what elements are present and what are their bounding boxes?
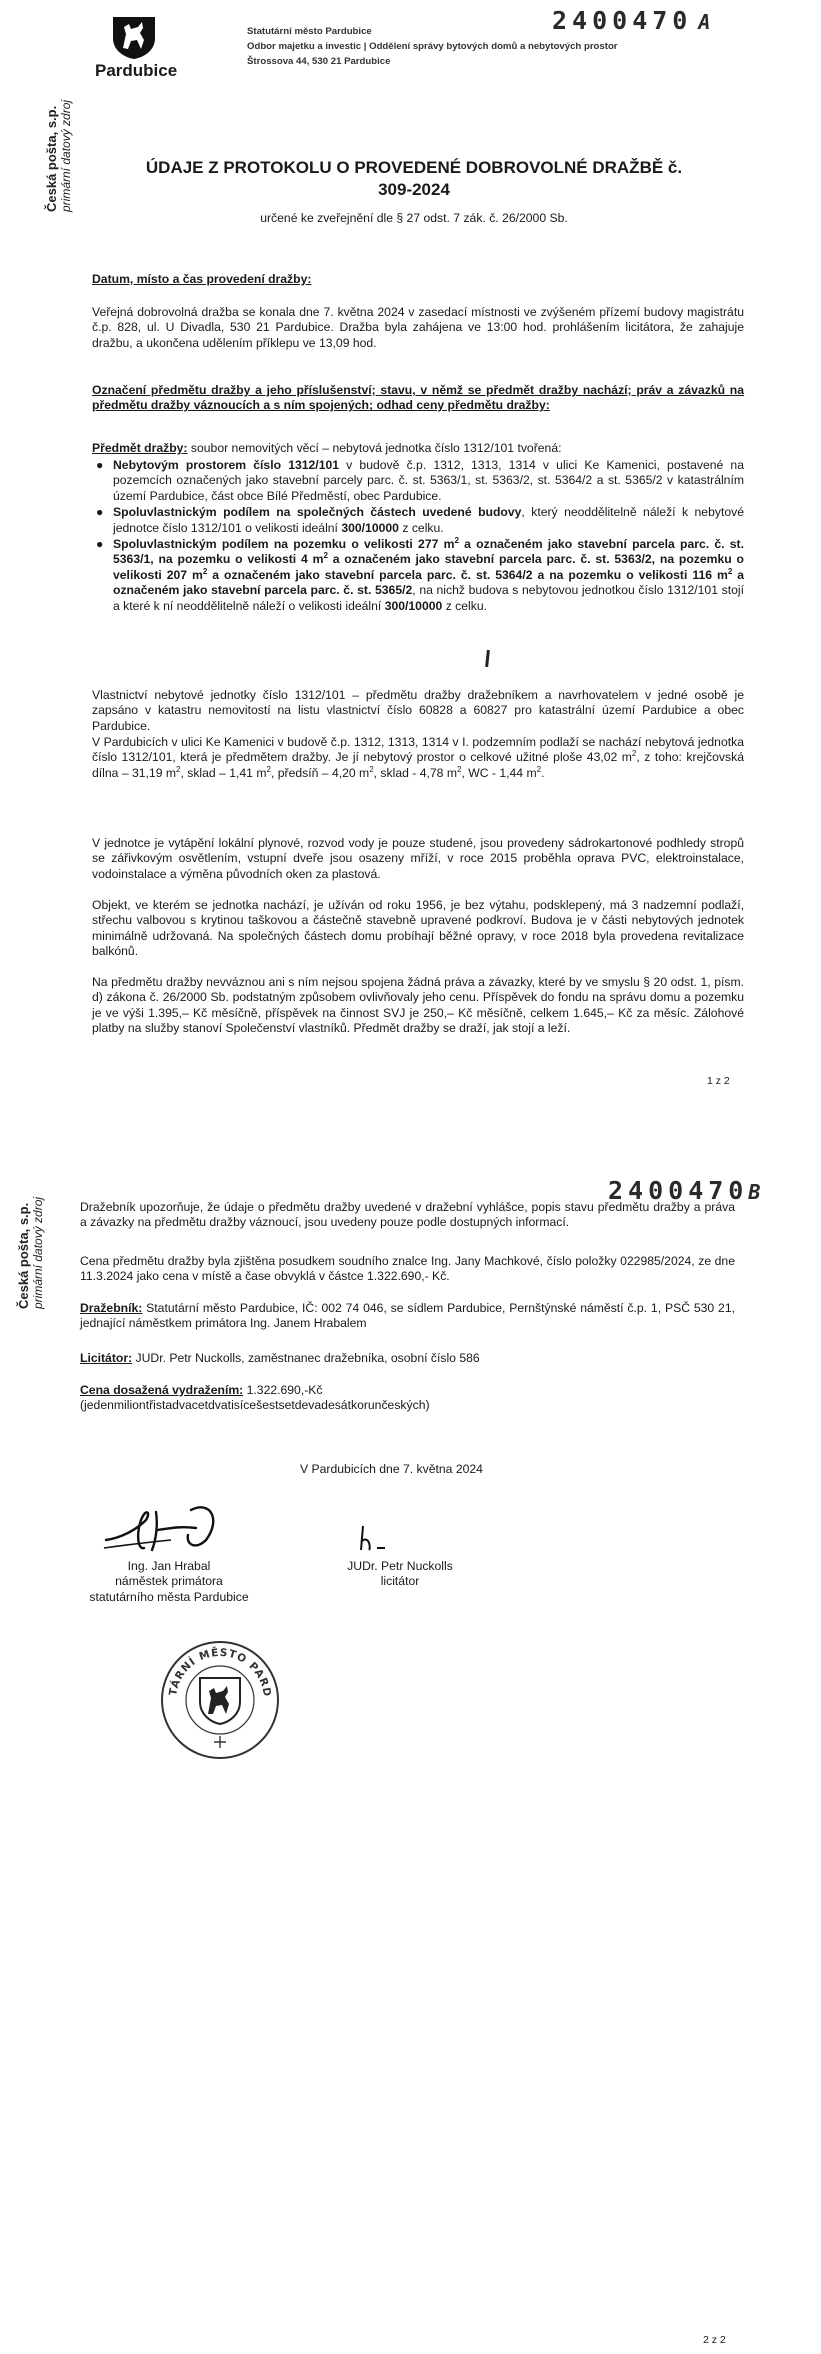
reference-number: 2400470 <box>608 1176 749 1205</box>
signatory-role: statutárního města Pardubice <box>89 1589 249 1604</box>
paragraph-subject-intro <box>92 441 744 456</box>
signatory-hrabal <box>84 1559 254 1605</box>
svg-text:STATUTÁRNÍ MĚSTO PARDUBICE <box>158 1638 273 1698</box>
list-item <box>92 458 744 504</box>
paragraph-final-price <box>80 1383 735 1414</box>
page-number-2: 2 z 2 <box>703 2334 726 2346</box>
subject-label: Předmět dražby: <box>92 441 188 455</box>
place-and-date: V Pardubicích dne 7. května 2024 <box>300 1462 483 1476</box>
official-seal <box>158 1638 282 1762</box>
paragraph-licitator <box>80 1351 735 1366</box>
bullet2-bold: Spoluvlastnickým podílem na společných částech uvedené budovy <box>113 505 522 520</box>
bullet1-bold: Nebytovým prostorem číslo 1312/101 <box>113 458 340 472</box>
document-title <box>80 157 748 201</box>
side-stamp-line1: Česká pošta, s.p. <box>44 105 59 212</box>
paragraph-rights: Na předmětu dražby nevváznou ani s ním nejsou spojena žádná práva a závazky, které by ve smyslu § 20 odst. 1, písm. d) zákona č. 26/2000 Sb. podstatným způsobem ovlivňovaly jeho cenu. Příspěvek do fondu na správu domu a pozemku je ve výši 1.395,– Kč měsíčně, příspěvek na činnost SVJ je 250,– Kč měsíčně, celkem 1.645,– Kč za měsíc. Zálohové platby na služby stanoví Společenství vlastníků. Předmět dražby se draží, jak stojí a leží. <box>92 975 744 1036</box>
document-subtitle: určené ke zveřejnění dle § 27 odst. 7 zák. č. 26/2000 Sb. <box>260 211 568 225</box>
paragraph-price-estimate: Cena předmětu dražby byla zjištěna posudkem soudního znalce Ing. Jany Machkové, číslo položky 022985/2024, ze dne 11.3.2024 jako cena v místě a čase obvyklá v částce 1.322.690,- Kč. <box>80 1254 735 1284</box>
bullet3-bold4: a označeném jako stavební parcela parc. č. st. 5364/2 a na pozemku o velikosti 116 m <box>207 567 728 582</box>
section-heading-subject: Označení předmětu dražby a jeho příslušenství; stavu, v němž se předmět dražby nachází; práv a závazků na předmětu dražby váznoucích a s ním spojených; odhad ceny předmětu dražby: <box>92 383 744 413</box>
reference-suffix: A <box>698 10 716 34</box>
auctioneer-label: Dražebník: <box>80 1301 143 1315</box>
bullet2-share: 300/10000 <box>341 520 399 535</box>
page-number-1: 1 z 2 <box>707 1075 730 1087</box>
paragraph-auctioneer <box>80 1301 735 1332</box>
letterhead-line3: Štrossova 44, 530 21 Pardubice <box>247 56 391 67</box>
city-coat-of-arms-icon <box>109 14 159 60</box>
list-item: ● Spoluvlastnickým podílem na pozemku o velikosti 277 $m^2$ a označeném jako stavební parcela parc. č. st. 5363/1, na pozemku o velikosti 4 $m^2$ a označeném jako stavební parcela parc. č. st. 5363/2, na pozemku o velikosti 207 $m^2$ a označeném jako stavební parcela parc. č. st. 5364/2 a na pozemku o velikosti 116 $m^2$ a označeném jako stavební parcela parc. č. st. 5365/2, na nichž budova s nebytovou jednotkou číslo 1312/101 stojí a které k ní neoddělitelně náleží o velikosti ideální 300/10000 z celku. <box>96 535 745 613</box>
side-stamp-line2: primární datový zdroj <box>59 99 73 212</box>
subject-intro: soubor nemovitých věcí – nebytová jednotka číslo 1312/101 tvořená: <box>187 441 562 455</box>
signatory-nuckolls <box>325 1559 475 1590</box>
paragraph-heating: V jednotce je vytápění lokální plynové, rozvod vody je pouze studené, jsou provedeny sádrokartonové podhledy stropů se zářivkovým osvětlením, vstupní dveře jsou osazeny mříží, v roce 2015 proběhla oprava PVC, elektroinstalace, vodoinstalace a výměna původních oken za plastová. <box>92 836 744 881</box>
auctioneer-text: Statutární město Pardubice, IČ: 002 74 046, se sídlem Pardubice, Pernštýnské náměstí č.p. 1, PSČ 530 21, jednající náměstkem primátora Ing. Janem Hrabalem <box>80 1301 735 1331</box>
bullet2-end: z celku. <box>398 520 444 535</box>
signature-hrabal-icon <box>96 1490 236 1560</box>
side-stamp-line1: Česká pošta, s.p. <box>16 1202 31 1309</box>
bullet-icon: ● <box>96 458 104 472</box>
bullet3-end: z celku. <box>442 598 488 613</box>
side-stamp-line2: primární datový zdroj <box>31 1196 45 1309</box>
signatory-role: náměstek primátora <box>115 1574 223 1589</box>
bullet1-text: v budově č.p. 1312, 1313, 1314 v ulici Ke Kamenici, postavené na pozemcích označených jako stavební parcely parc. č. st. 5363/1, st. 5363/2, st. 5364/2 a st. 5365/2 v katastrálním území Pardubice, část obce Bílé Předměstí, obec Pardubice. <box>113 458 744 503</box>
bullet3-text: , na nichž budova s nebytovou jednotkou číslo 1312/101 stojí a které k ní neoddělitelně náleží o velikosti ideální <box>113 583 744 613</box>
subject-items-list <box>92 458 744 615</box>
bullet3-share: 300/10000 <box>384 598 443 613</box>
bullet3-bold2: a označeném jako stavební parcela parc. č. st. 5363/1, na pozemku o velikosti 4 m <box>113 537 744 567</box>
side-stamp-page2 <box>16 1197 46 1309</box>
section-heading-date: Datum, místo a čas provedení dražby: <box>92 272 312 286</box>
city-seal-icon <box>158 1638 282 1762</box>
reference-number-a <box>552 6 715 35</box>
final-price-value: 1.322.690,-Kč <box>243 1383 323 1397</box>
final-price-label: Cena dosažená vydražením: <box>80 1383 244 1397</box>
logo-text: Pardubice <box>95 61 178 80</box>
list-item <box>92 505 744 536</box>
letterhead-line2: Odbor majetku a investic | Oddělení správy bytových domů a nebytových prostor <box>247 41 618 52</box>
signatory-role: licitátor <box>380 1574 420 1589</box>
paragraph-auction-details: Veřejná dobrovolná dražba se konala dne 7. května 2024 v zasedací místnosti ve zvýšeném přízemí budovy magistrátu č.p. 828, ul. U Divadla, 530 21 Pardubice. Dražba byla zahájena ve 13:00 hod. prohlášením licitátora, že zahajuje dražbu, a ukončena udělením příklepu ve 13,09 hod. <box>92 305 744 350</box>
licitator-label: Licitátor: <box>80 1351 133 1365</box>
side-stamp-page1 <box>44 100 74 212</box>
bullet2-text: , který neoddělitelně náleží k nebytové jednotce číslo 1312/101 o velikosti ideální <box>113 505 744 535</box>
reference-suffix: B <box>748 1180 766 1204</box>
pen-mark <box>485 650 490 667</box>
bullet3-bold1: Spoluvlastnickým podílem na pozemku o velikosti 277 m <box>113 537 455 552</box>
letterhead-line1: Statutární město Pardubice <box>247 26 372 37</box>
paragraph-ownership: Vlastnictví nebytové jednotky číslo 1312/101 – předmětu dražby dražebníkem a navrhovatelem v jedné osobě je zapsáno v katastru nemovitostí na listu vlastnictví číslo 60828 a 60827 pro katastrální území Pardubice a obec Pardubice. <box>92 688 744 733</box>
title-line2: 309-2024 <box>378 180 450 199</box>
title-line1: ÚDAJE Z PROTOKOLU O PROVEDENÉ DOBROVOLNÉ DRAŽBĚ č. <box>145 158 683 177</box>
bullet-icon: ● <box>96 505 104 520</box>
seal-text: TÁRNÍ MĚSTO PARD <box>167 1646 274 1699</box>
paragraph-building: Objekt, ve kterém se jednotka nachází, je užíván od roku 1956, je bez výtahu, podsklepený, má 3 nadzemní podlaží, střechu valbovou s krytinou taškovou a částečně stavebně upravené podkroví. Budova je v části nebytových jednotek minimálně udržovaná. Na společných částech domu probíhají běžné opravy, v roce 2018 byla provedena revitalizace balkónů. <box>92 898 744 959</box>
licitator-text: JUDr. Petr Nuckolls, zaměstnanec dražebníka, osobní číslo 586 <box>132 1351 480 1365</box>
bullet-icon: ● <box>96 537 104 552</box>
signatory-name: JUDr. Petr Nuckolls <box>347 1559 453 1573</box>
bullet3-bold5: a označeném jako stavební parcela parc. č. st. 5365/2 <box>113 567 745 598</box>
signature-nuckolls-icon <box>355 1518 415 1558</box>
paragraph-notice: Dražebník upozorňuje, že údaje o předmětu dražby uvedené v dražební vyhlášce, popis stavu předmětu dražby a práva a závazky na předmětu dražby váznoucí, jsou uvedeny pouze podle dostupných informací. <box>80 1200 735 1230</box>
city-logo <box>95 14 178 80</box>
bullet3-bold3: a označeném jako stavební parcela parc. č. st. 5363/2, na pozemku o velikosti 207 m <box>113 552 745 582</box>
final-price-words: (jedenmiliontřistadvacetdvatisícešestsetdevadesátkorunčeských) <box>80 1398 430 1413</box>
signatory-name: Ing. Jan Hrabal <box>127 1559 211 1573</box>
reference-number: 2400470 <box>552 6 693 35</box>
paragraph-location: V Pardubicích v ulici Ke Kamenici v budově č.p. 1312, 1313, 1314 v I. podzemním podlaží se nachází nebytová jednotka číslo 1312/101, která je předmětem dražby. Je jí nebytový prostor o celkové užitné ploše 43,02 $m^2$, z toho: krejčovská dílna – 31,19 $m^2$, sklad – 1,41 $m^2$, předsíň – 4,20 $m^2$, sklad - 4,78 $m^2$, WC - 1,44 $m^2$. <box>92 735 744 780</box>
